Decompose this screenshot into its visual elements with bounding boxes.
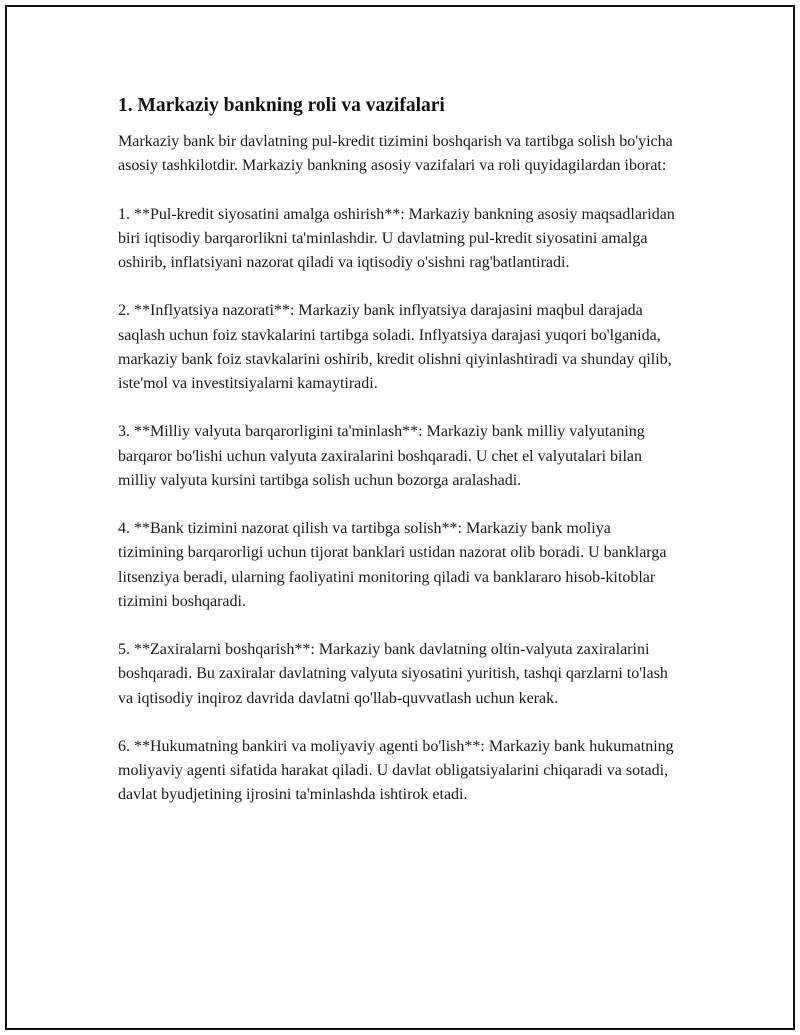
document-body	[118, 92, 678, 832]
paragraph-reserve-management: 5. **Zaxiralarni boshqarish**: Markaziy bank davlatning oltin-valyuta zaxiralarini boshqaradi. Bu zaxiralar davlatning valyuta siyosatini yuritish, tashqi qarzlarni to'lash va iqtisodiy inqiroz davrida davlatni qo'llab-quvvatlash uchun kerak.	[118, 641, 668, 707]
paragraph-currency-stability: 3. **Milliy valyuta barqarorligini ta'minlash**: Markaziy bank milliy valyutaning barqaror bo'lishi uchun valyuta zaxiralarini boshqaradi. U chet el valyutalari bilan milliy valyuta kursini tartibga solish uchun bozorga aralashadi.	[118, 423, 645, 489]
paragraph-inflation-control: 2. **Inflyatsiya nazorati**: Markaziy bank inflyatsiya darajasini maqbul darajada saqlash uchun foiz stavkalarini tartibga soladi. Inflyatsiya darajasi yuqori bo'lganida, markaziy bank foiz stavkalarini oshirib, kredit olishni qiyinlashtiradi va shunday qilib, iste'mol va investitsiyalarni kamaytiradi.	[118, 302, 672, 392]
intro-paragraph: Markaziy bank bir davlatning pul-kredit tizimini boshqarish va tartibga solish bo'yicha asosiy tashkilotdir. Markaziy bankning asosiy vazifalari va roli quyidagilardan iborat:	[118, 133, 673, 175]
paragraph-government-agent: 6. **Hukumatning bankiri va moliyaviy agenti bo'lish**: Markaziy bank hukumatning moliyaviy agenti sifatida harakat qiladi. U davlat obligatsiyalarini chiqaradi va sotadi, davlat byudjetining ijrosini ta'minlashda ishtirok etadi.	[118, 737, 674, 804]
document-title: 1. Markaziy bankning roli va vazifalari	[118, 95, 445, 116]
paragraph-monetary-policy: 1. **Pul-kredit siyosatini amalga oshirish**: Markaziy bankning asosiy maqsadlaridan biri iqtisodiy barqarorlikni ta'minlashdir. U davlatning pul-kredit siyosatini amalga oshirib, inflatsiyani nazorat qiladi va iqtisodiy o'sishni rag'batlantiradi.	[118, 205, 675, 271]
paragraph-bank-supervision: 4. **Bank tizimini nazorat qilish va tartibga solish**: Markaziy bank moliya tizimining barqarorligi uchun tijorat banklari ustidan nazorat olib boradi. U banklarga litsenziya beradi, ularning faoliyatini monitoring qiladi va banklararo hisob-kitoblar tizimini boshqaradi.	[118, 520, 667, 610]
